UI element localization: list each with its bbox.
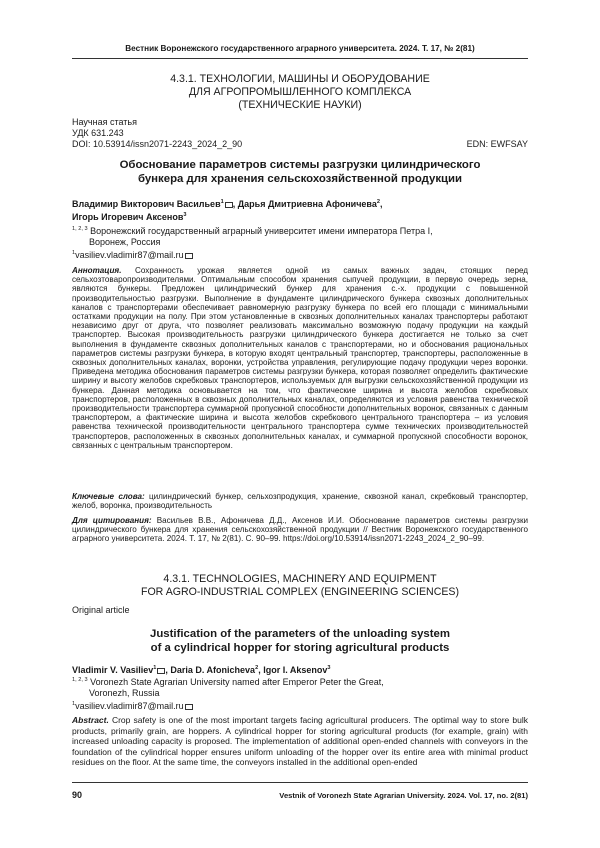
envelope-icon [185, 253, 193, 259]
abstract-en-label: Abstract. [72, 715, 109, 725]
title-en-line-1: Justification of the parameters of the unloading system [149, 628, 450, 640]
edn: EDN: EWFSAY [466, 138, 528, 149]
authors-ru: Владимир Викторович Васильев$^1$ , Дарья Дмитриевна Афоничева$^2$, Игорь Игоревич Аксенов$^3$ [72, 199, 383, 222]
citation-ru [72, 516, 528, 544]
author-1: Владимир Викторович Васильев [72, 199, 221, 209]
author-2: Дарья Дмитриевна Афоничева [237, 199, 377, 209]
affiliation-en [72, 675, 528, 712]
author-en-1: Vladimir V. Vasiliev [72, 665, 154, 675]
abstract-ru [72, 266, 528, 450]
author-en-2: Daria D. Afonicheva [170, 665, 256, 675]
author-1-sup: 1 [220, 199, 224, 205]
section-heading-ru [72, 73, 528, 112]
author-en-1-sup: 1 [153, 665, 157, 671]
affiliation-line-1: Воронежский государственный аграрный университет имени императора Петра I, [90, 226, 433, 236]
affiliation-en-line-2: Voronezh, Russia [89, 688, 160, 698]
article-type-en: Original article [72, 605, 130, 615]
article-title-en [72, 627, 528, 655]
abstract-en [72, 715, 528, 768]
author-3-sup: 3 [183, 212, 187, 218]
keywords-text: цилиндрический бункер, сельхозпродукция, хранение, сквозной канал, скребковый транспортер, желоб, воронка, производительность [72, 492, 528, 511]
author-en-3: Igor I. Aksenov [263, 665, 328, 675]
running-header: Вестник Воронежского государственного аграрного университета. 2024. Т. 17, № 2(81) [125, 44, 475, 53]
author-2-sup: 2 [376, 199, 380, 205]
section-line-3: (ТЕХНИЧЕСКИЕ НАУКИ) [238, 99, 362, 111]
abstract-label: Аннотация. [72, 266, 122, 275]
page-number: 90 [72, 790, 83, 800]
section-line-2: ДЛЯ АГРОПРОМЫШЛЕННОГО КОМПЛЕКСА [188, 86, 412, 98]
article-meta-ru [72, 117, 242, 149]
envelope-icon [225, 202, 233, 208]
email-en-sup: 1 [72, 701, 76, 707]
doi: DOI: 10.53914/issn2071-2243_2024_2_90 [72, 138, 243, 149]
affiliation-sup: 1, 2, 3 [72, 226, 88, 232]
affiliation-en-sup: 1, 2, 3 [72, 677, 88, 683]
affiliation-en-line-1: Voronezh State Agrarian University named after Emperor Peter the Great, [90, 677, 384, 687]
section-line-1: 4.3.1. ТЕХНОЛОГИИ, МАШИНЫ И ОБОРУДОВАНИЕ [170, 73, 430, 85]
journal-page [72, 0, 528, 848]
section-en-line-1: 4.3.1. TECHNOLOGIES, MACHINERY AND EQUIPMENT [163, 573, 437, 585]
author-en-2-sup: 2 [255, 665, 259, 671]
authors-en: Vladimir V. Vasiliev$^1$ , Daria D. Afonicheva$^2$, Igor I. Aksenov$^3$ [72, 665, 331, 675]
section-heading-en [72, 573, 528, 599]
author-3: Игорь Игоревич Аксенов [72, 212, 184, 222]
header-rule [72, 58, 528, 59]
envelope-icon [157, 668, 165, 674]
article-type: Научная статья [72, 117, 137, 127]
abstract-en-text: Crop safety is one of the most important targets facing agricultural producers. The optimal way to store bulk products, primarily grain, are hoppers. A cylindrical hopper for storing agricultural products (for example, grain) with increased unloading capacity is proposed. The implementation of additional open-ended channels with conveyors in the foundation of the cylindrical hopper ensures uniform unloading of the hopper over its entire area with minimal product residues on the floor. At the same time, the conveyors installed in the additional open-ended [72, 715, 528, 768]
udk: УДК 631.243 [72, 127, 124, 138]
email-link[interactable]: vasiliev.vladimir87@mail.ru [75, 250, 184, 260]
email-sup: 1 [72, 250, 76, 256]
author-en-3-sup: 3 [327, 665, 331, 671]
affiliation-line-2: Воронеж, Россия [89, 237, 161, 247]
citation-text: Васильев В.В., Афоничева Д.Д., Аксенов И.И. Обоснование параметров системы разгрузки цилиндрического бункера для хранения сельскохозяйственной продукции // Вестник Воронежского государственного аграрного университета. 2024. Т. 17, № 2(81). С. 90–99. https://doi.org/10.53914/issn2071-2243_2024_2_90–99. [72, 516, 529, 544]
keywords-ru [72, 492, 528, 510]
title-en-line-2: of a cylindrical hopper for storing agricultural products [150, 642, 450, 654]
title-line-1: Обоснование параметров системы разгрузки цилиндрического [119, 159, 481, 171]
citation-label: Для цитирования: [72, 516, 152, 525]
keywords-label: Ключевые слова: [72, 492, 145, 501]
envelope-icon [185, 704, 193, 710]
running-footer: Vestnik of Voronezh State Agrarian University. 2024. Vol. 17, no. 2(81) [279, 791, 528, 800]
article-title-ru [72, 158, 528, 186]
section-en-line-2: FOR AGRO-INDUSTRIAL COMPLEX (ENGINEERING SCIENCES) [140, 586, 460, 598]
abstract-text: Сохранность урожая является одной из самых важных задач, стоящих перед сельхозтоваропроизводителями. Оптимальным способом хранения сыпучей продукции, в первую очередь зерна, являются бункеры. Предложен цилиндрический бункер для хранения с.-х. продукции с повышенной производительностью разгрузки. Выполнение в фундаменте цилиндрического бункера сквозных дополнительных каналов с транспортерами обеспечивает равномерную разгрузку бункера по всей его площади с минимальными остатками продукции на полу. При этом установленные в сквозных дополнительных каналах транспортеры работают независимо друг от друга, что позволяет реализовать максимально возможную подачу продукции на каждый транспортер. Высокая производительность разгрузки цилиндрического бункера достигается не только за счет выполнения в фундаменте сквозных дополнительных каналов с транспортерами, но и обоснования рациональных параметров системы разгрузки бункера, в которую входят центральный транспортер, транспортеры, расположенные в сквозных дополнительных каналах, воронки, устройства управления, регулирующие подачу продукции через воронки. Приведена методика обоснования параметров системы разгрузки бункера, которая позволяет определить фактические ширину и высоту желобов скребковых транспортеров, используемых для выгрузки сельскохозяйственной продукции из бункера. Данная методика основывается на том, что фактические ширина и высота желобов скребковых транспортеров, расположенных в сквозных дополнительных каналах, определяются из условия равенства технической производительности транспортера суммарной пропускной способности дополнительных воронок, связанных с данным транспортером, а фактические ширина и высота желобов скребкового центрального транспортера – из условия равенства технической производительности центрального транспортера сумме технических производительностей транспортеров, расположенных в сквозных дополнительных каналах, и суммарной пропускной способности воронок, связанных с центральным транспортером. [72, 266, 529, 450]
title-line-2: бункера для хранения сельскохозяйственной продукции [137, 173, 463, 185]
email-en-link[interactable]: vasiliev.vladimir87@mail.ru [75, 701, 184, 711]
affiliation-ru [72, 224, 528, 261]
footer-rule [72, 782, 528, 783]
